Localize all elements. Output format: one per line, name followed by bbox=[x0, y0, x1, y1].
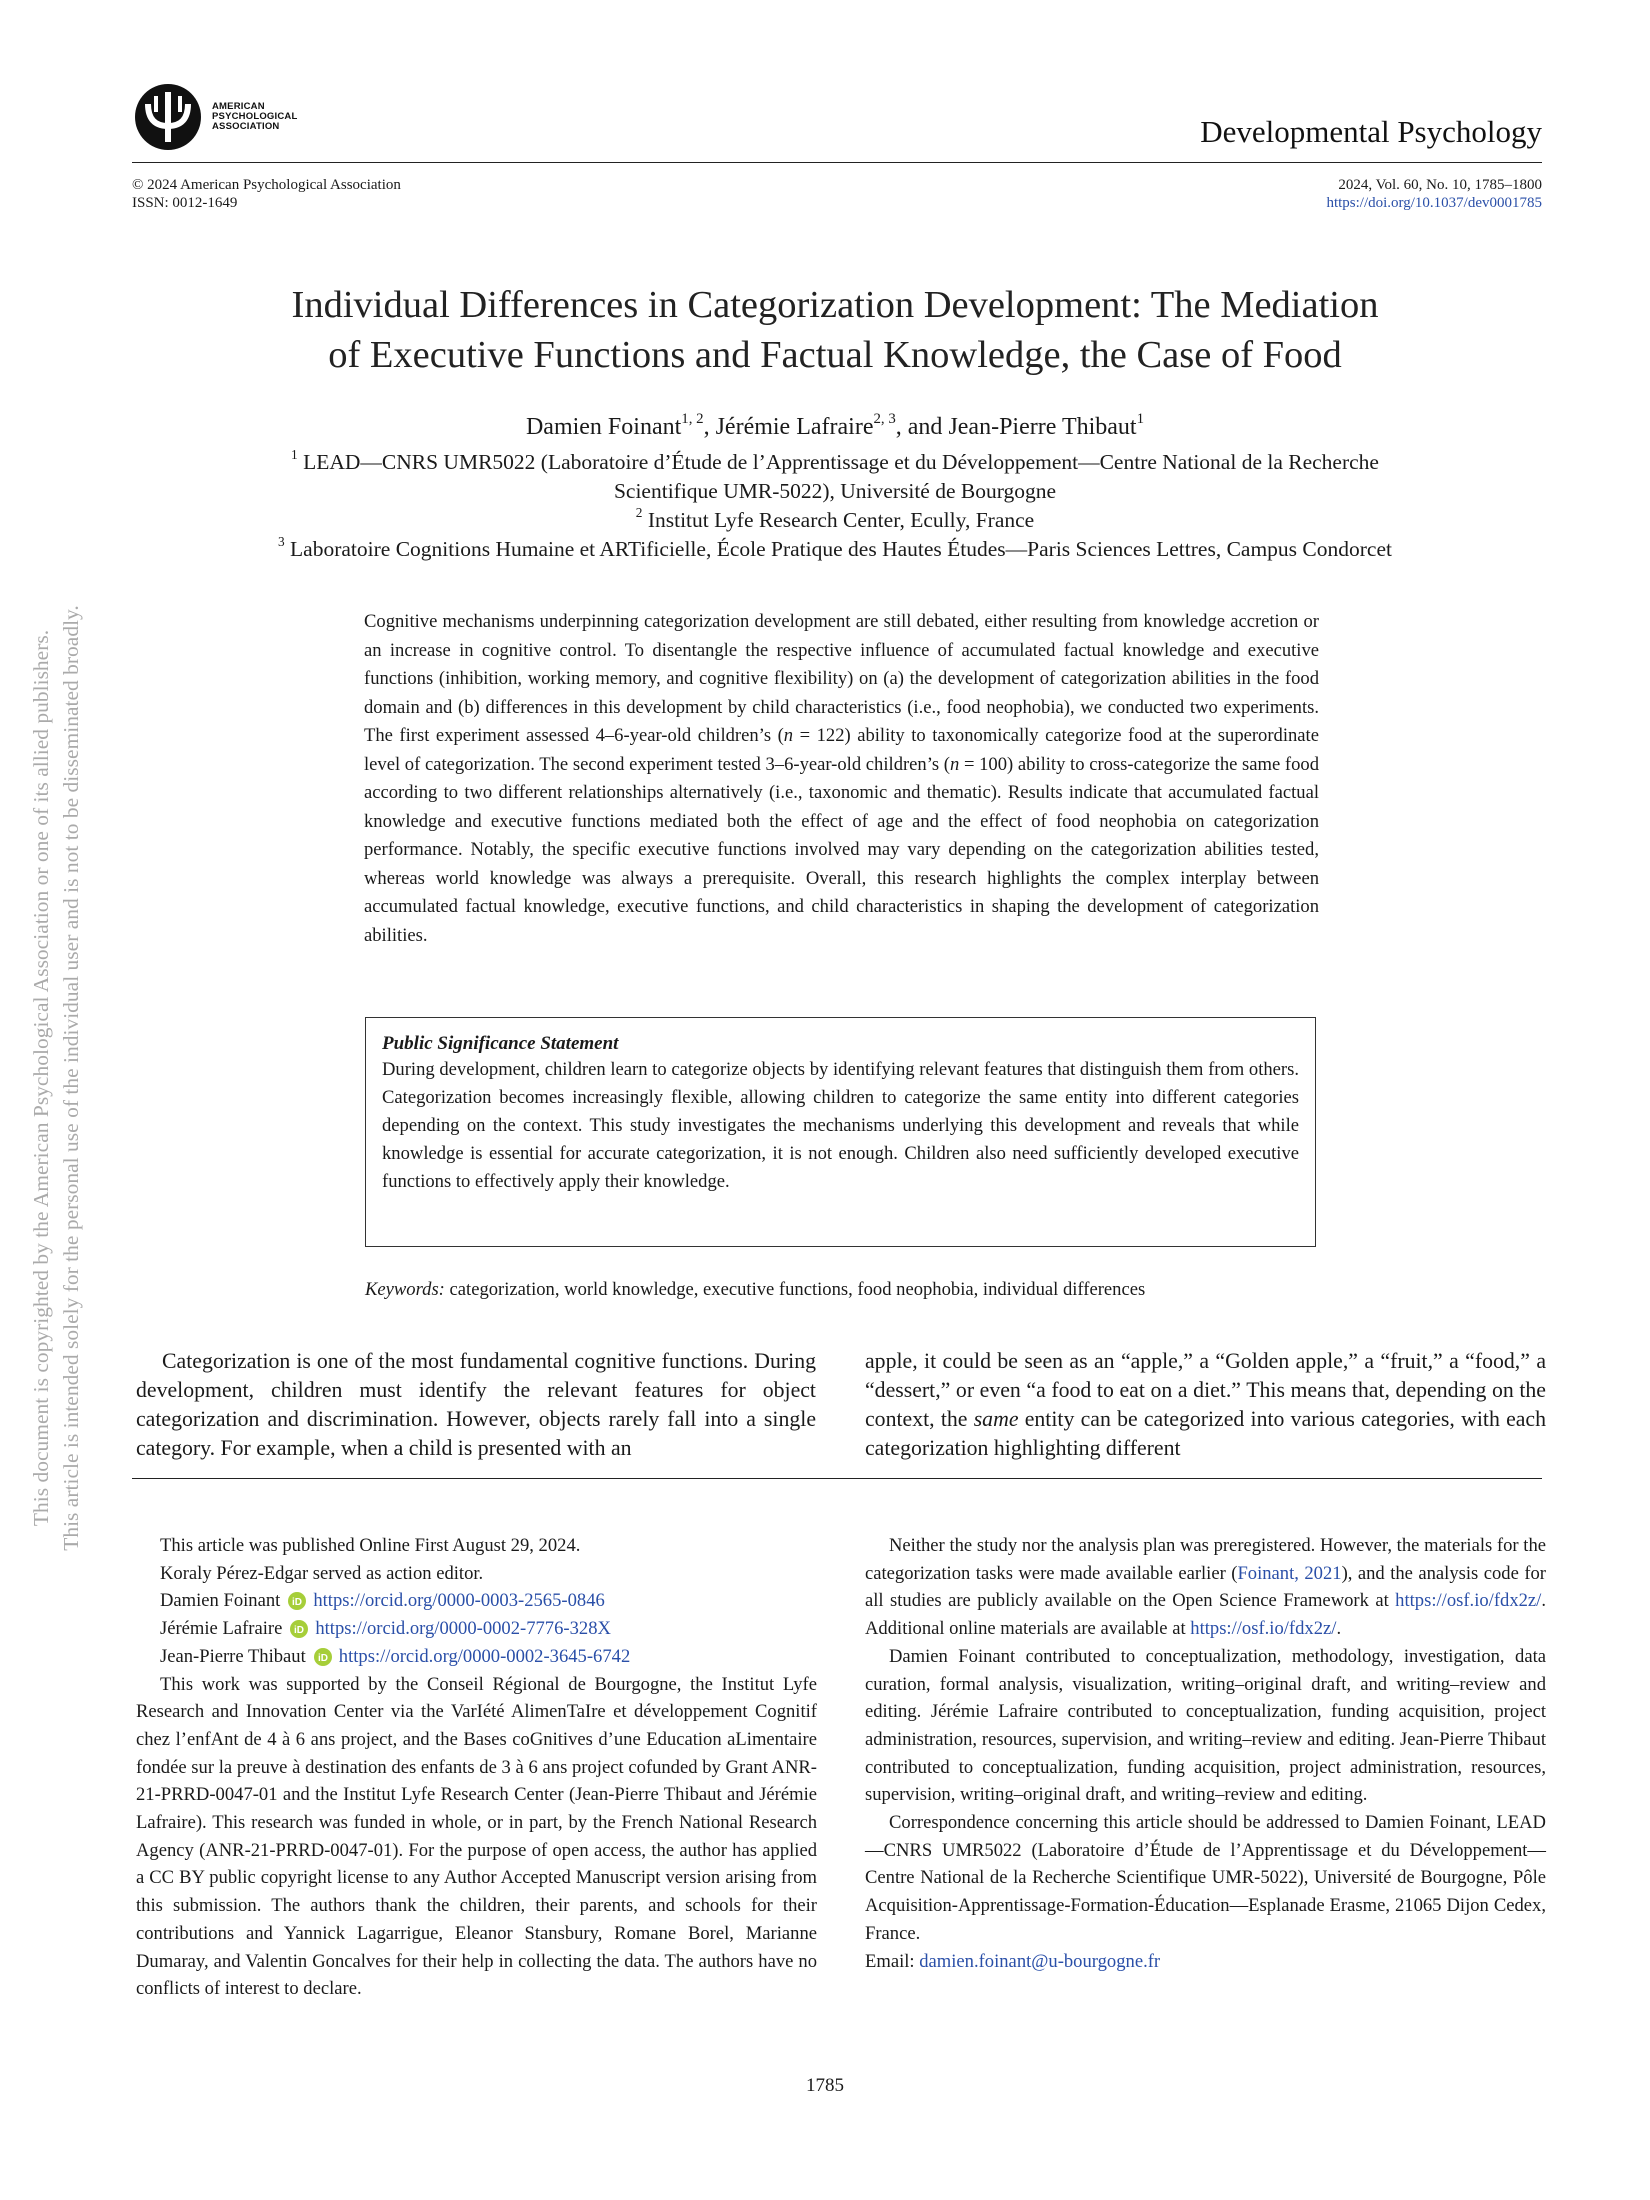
publisher-logo bbox=[132, 82, 342, 152]
apa-logo-icon bbox=[132, 82, 204, 152]
abstract: Cognitive mechanisms underpinning categorization development are still debated, either resulting from knowledge accretion or an increase in cognitive control. To disentangle the respective influence of accumulated factual knowledge and executive functions (inhibition, working memory, and cognitive flexibility) on (a) the development of categorization abilities in the food domain and (b) differences in this development by child characteristics (i.e., food neophobia), we conducted two experiments. The first experiment assessed 4–6-year-old children’s (n = 122) ability to taxonomically categorize food at the superordinate level of categorization. The second experiment tested 3–6-year-old children’s (n = 100) ability to cross-categorize the same food according to two different relationships alternatively (i.e., taxonomic and thematic). Results indicate that accumulated factual knowledge and executive functions mediated both the effect of age and the effect of food neophobia on categorization performance. Notably, the specific executive functions involved may vary depending on the categorization abilities tested, whereas world knowledge was always a prerequisite. Overall, this research highlights the complex interplay between accumulated factual knowledge, executive functions, and child characteristics in shaping the development of categorization abilities. bbox=[364, 611, 1319, 946]
orcid-row bbox=[160, 1615, 817, 1643]
publication-meta-right bbox=[1326, 176, 1542, 212]
preregistration-note: Neither the study nor the analysis plan was preregistered. However, the materials for the categorization tasks were made available earlier (Foinant, 2021), and the analysis code for all studies are publicly available on the Open Science Framework at https://osf.io/fdx2z/. Additional online materials are available at https://osf.io/fdx2z/. bbox=[865, 1535, 1546, 1640]
citation-link[interactable]: Foinant, 2021 bbox=[1237, 1562, 1342, 1584]
osf-link[interactable]: https://osf.io/fdx2z/ bbox=[1395, 1590, 1542, 1612]
email-link[interactable]: damien.foinant@u-bourgogne.fr bbox=[919, 1950, 1161, 1972]
author-name: Damien Foinant bbox=[525, 414, 682, 440]
author-note-left bbox=[136, 1532, 817, 2003]
side-copyright-notice bbox=[26, 558, 86, 1598]
publication-meta-left bbox=[132, 176, 401, 212]
author-name: Jean-Pierre Thibaut bbox=[948, 414, 1137, 440]
svg-text:iD: iD bbox=[292, 1597, 303, 1609]
action-editor-note: Koraly Pérez-Edgar served as action editor. bbox=[160, 1562, 484, 1584]
orcid-row bbox=[160, 1643, 817, 1671]
side-notice-line-2: This article is intended solely for the personal use of the individual user and is not to be disseminated broadly. bbox=[59, 605, 83, 1551]
orcid-author-name: Damien Foinant bbox=[160, 1590, 281, 1612]
author-affiliation-sup: 1 bbox=[1136, 410, 1145, 427]
orcid-icon bbox=[290, 1620, 308, 1638]
doi-link[interactable]: https://doi.org/10.1037/dev0001785 bbox=[1326, 195, 1542, 211]
orcid-link[interactable]: https://orcid.org/0000-0003-2565-0846 bbox=[313, 1590, 605, 1612]
author-affiliation-sup: 2, 3 bbox=[873, 410, 896, 427]
side-notice-line-1: This document is copyrighted by the American Psychological Association or one of its allied publishers. bbox=[29, 629, 53, 1527]
title-line-1: Individual Differences in Categorization Development: The Mediation bbox=[291, 284, 1379, 326]
orcid-link[interactable]: https://orcid.org/0000-0002-3645-6742 bbox=[338, 1645, 631, 1667]
copyright-line: © 2024 American Psychological Association bbox=[132, 177, 401, 193]
pss-body: During development, children learn to categorize objects by identifying relevant features that distinguish them from others. Categorization becomes increasingly flexible, allowing children to categorize the same entity into different categories depending on the context. This study investigates the mechanisms underlying this development and reveals that while knowledge is essential for accurate categorization, it is not enough. Children also need sufficiently developed executive functions to effectively apply their knowledge. bbox=[382, 1059, 1299, 1192]
author-note-right bbox=[865, 1532, 1546, 1975]
svg-text:iD: iD bbox=[294, 1624, 305, 1636]
svg-text:iD: iD bbox=[317, 1652, 328, 1664]
body-text-right: apple, it could be seen as an “apple,” a “Golden apple,” a “fruit,” a “food,” a “dessert,” or even “a food to eat on a diet.” This means that, depending on the context, the same entity can be categorized into various categories, with each categorization highlighting different bbox=[865, 1349, 1546, 1460]
affiliation-2: $^2$ Institut Lyfe Research Center, Ecully, France bbox=[635, 505, 1035, 532]
orcid-author-name: Jean-Pierre Thibaut bbox=[160, 1645, 306, 1667]
keywords bbox=[365, 1277, 1320, 1303]
keywords-label: Keywords: bbox=[365, 1279, 445, 1300]
body-text-left: Categorization is one of the most fundamental cognitive functions. During development, children must identify the relevant features for object categorization and discrimination. However, objects rarely fall into a single category. For example, when a child is presented with an bbox=[136, 1349, 816, 1460]
orcid-icon bbox=[288, 1592, 306, 1610]
author-name: Jérémie Lafraire bbox=[715, 414, 874, 440]
orcid-icon bbox=[314, 1648, 332, 1666]
orcid-row bbox=[160, 1587, 817, 1615]
affiliation-1: $^1$ LEAD—CNRS UMR5022 (Laboratoire d’Étude de l’Apprentissage et du Développement—Centre National de la Recherche bbox=[291, 447, 1379, 474]
citation-line: 2024, Vol. 60, No. 10, 1785–1800 bbox=[1338, 177, 1542, 193]
pss-title: Public Significance Statement bbox=[382, 1033, 619, 1054]
osf-link[interactable]: https://osf.io/fdx2z/ bbox=[1190, 1618, 1337, 1640]
orcid-link[interactable]: https://orcid.org/0000-0002-7776-328X bbox=[315, 1618, 611, 1640]
issn-line: ISSN: 0012-1649 bbox=[132, 195, 238, 211]
footnote-rule bbox=[132, 1478, 1542, 1479]
author-affiliation-sup: 1, 2 bbox=[681, 410, 704, 427]
correspondence-note: Correspondence concerning this article should be addressed to Damien Foinant, LEAD—CNRS UMR5022 (Laboratoire d’Étude de l’Apprentissage et du Développement—Centre National de la Recherche Scientifique UMR-5022), Université de Bourgogne, Pôle Acquisition-Apprentissage-Formation-Éducation—Esplanade Erasme, 21065 Dijon Cedex, France. Email: damien.foinant@u-bourgogne.fr bbox=[865, 1812, 1546, 1972]
header-rule bbox=[132, 162, 1542, 163]
public-significance-statement bbox=[365, 1017, 1316, 1247]
keywords-text: categorization, world knowledge, executive functions, food neophobia, individual differences bbox=[444, 1279, 1146, 1300]
funding-note: This work was supported by the Conseil Régional de Bourgogne, the Institut Lyfe Research and Innovation Center via the VarIété AlimenTaIre et développement Cognitif chez l’enfAnt de 4 à 6 ans project, and the Bases coGnitives d’une Education aLimentaire fondée sur la preuve à destination des enfants de 3 à 6 ans project cofunded by Grant ANR-21-PRRD-0047-01 and the Institut Lyfe Research Center (Jean-Pierre Thibaut and Jérémie Lafraire). This research was funded in whole, or in part, by the French National Research Agency (ANR-21-PRRD-0047-01). For the purpose of open access, the author has applied a CC BY public copyright license to any Author Accepted Manuscript version arising from this submission. The authors thank the children, their parents, and schools for their contributions and Yannick Lagarrigue, Eleanor Stansbury, Romane Borel, Marianne Dumaray, and Valentin Goncalves for their help in collecting the data. The authors have no conflicts of interest to declare. bbox=[136, 1673, 817, 2000]
affiliations bbox=[140, 448, 1530, 564]
journal-name: Developmental Psychology bbox=[1200, 114, 1542, 149]
title-line-2: of Executive Functions and Factual Knowledge, the Case of Food bbox=[328, 334, 1342, 376]
publication-date-note: This article was published Online First August 29, 2024. bbox=[160, 1535, 581, 1556]
affiliation-3: $^3$ Laboratoire Cognitions Humaine et ARTificielle, École Pratique des Hautes Études—Paris Sciences Lettres, Campus Condorcet bbox=[278, 534, 1392, 561]
page-number: 1785 bbox=[806, 2075, 844, 2096]
author-list: Damien Foinant$^{1, 2}$, Jérémie Lafraire$^{2, 3}$, and Jean-Pierre Thibaut$^1$ bbox=[525, 410, 1145, 440]
affiliation-1-cont: Scientifique UMR-5022), Université de Bourgogne bbox=[613, 479, 1057, 503]
article-title bbox=[140, 280, 1530, 380]
credit-statement: Damien Foinant contributed to conceptualization, methodology, investigation, data curation, formal analysis, visualization, writing–original draft, and writing–review and editing. Jérémie Lafraire contributed to conceptualization, funding acquisition, project administration, resources, supervision, and writing–review and editing. Jean-Pierre Thibaut contributed to conceptualization, funding acquisition, project administration, resources, supervision, writing–original draft, and writing–review and editing. bbox=[865, 1645, 1546, 1806]
orcid-author-name: Jérémie Lafraire bbox=[160, 1618, 283, 1640]
publisher-logo-text: AMERICAN PSYCHOLOGICAL ASSOCIATION bbox=[212, 101, 298, 132]
